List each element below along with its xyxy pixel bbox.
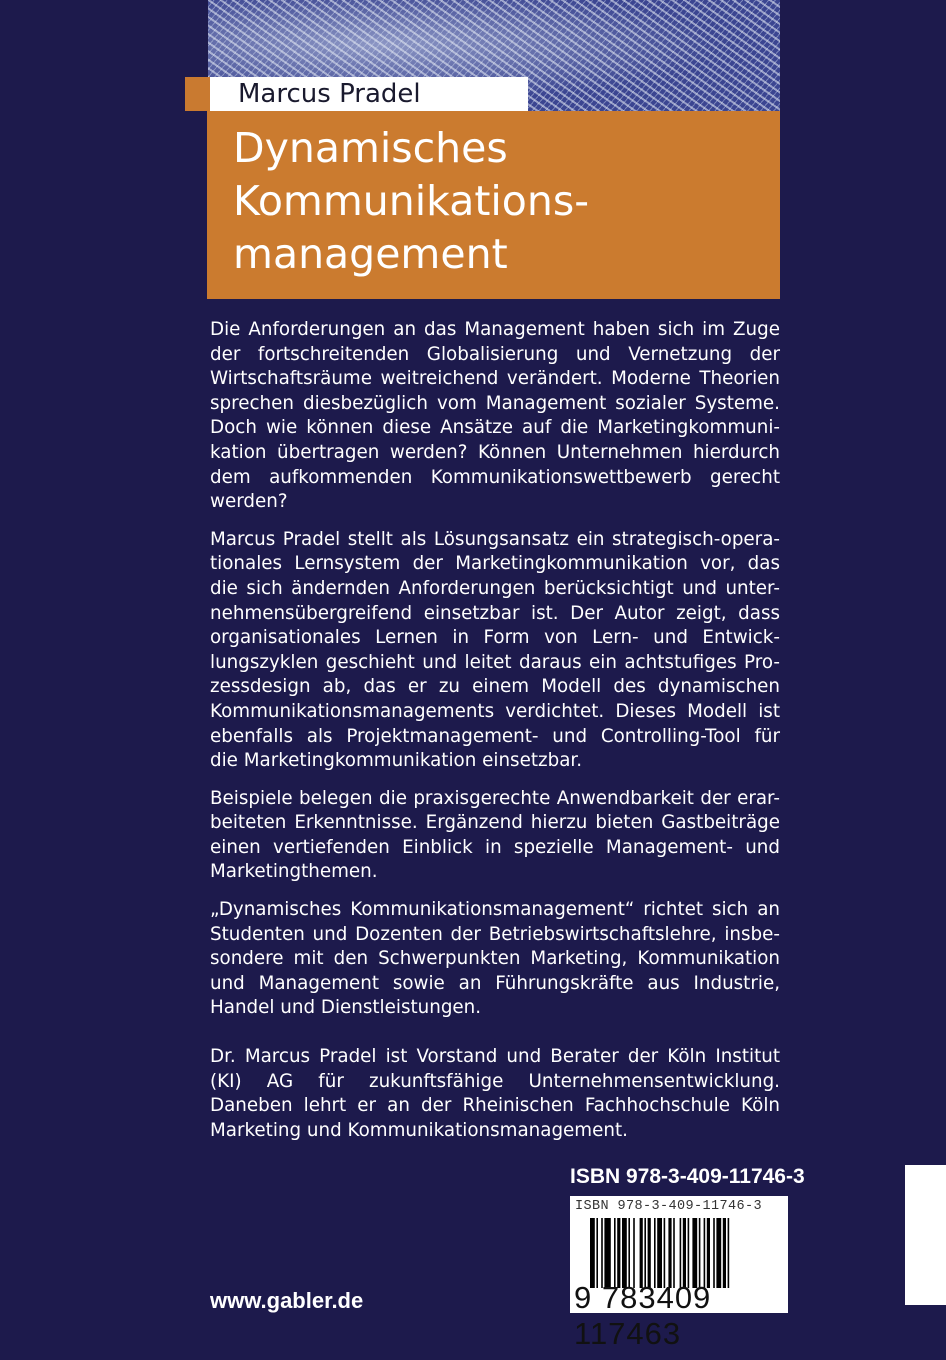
barcode-bar [654, 1218, 656, 1288]
text-line: ebenfalls als Projektmanagement- und Controlling-Tool für [210, 725, 780, 747]
barcode-bar [614, 1218, 616, 1288]
paragraph [210, 898, 780, 1021]
paragraph [210, 318, 780, 515]
barcode-bar [601, 1218, 603, 1288]
barcode-isbn-text: ISBN 978-3-409-11746-3 [575, 1199, 763, 1214]
text-line: zessdesign ab, das er zu einem Modell des dynamischen [210, 676, 780, 698]
text-line: (KI) AG für zukunftsfähige Unternehmensentwicklung. [210, 1070, 780, 1092]
text-line: dem aufkommenden Kommunikationswettbewerb gerecht [210, 466, 780, 488]
barcode-bar [683, 1218, 686, 1288]
text-line: werden? [210, 491, 288, 513]
text-line: „Dynamisches Kommunikationsmanagement“ richtet sich an [210, 899, 780, 921]
text-line: Marketingthemen. [210, 861, 378, 883]
barcode-bar [640, 1218, 643, 1288]
text-line: Daneben lehrt er an der Rheinischen Fachhochschule Köln [210, 1095, 780, 1117]
barcode-bar [604, 1218, 610, 1288]
barcode-bar [596, 1218, 598, 1288]
text-line: Marcus Pradel stellt als Lösungsansatz ein strategisch-opera- [210, 528, 780, 550]
barcode [570, 1196, 788, 1351]
barcode-bar [673, 1218, 675, 1288]
barcode-bar [668, 1218, 671, 1288]
barcode-bars [590, 1218, 785, 1288]
text-line: sprechen diesbezüglich vom Management sozialer Systeme. [210, 392, 780, 414]
text-line: nehmensübergreifend einsetzbar ist. Der Autor zeigt, dass [210, 602, 780, 624]
text-line: Marketing und Kommunikationsmanagement. [210, 1119, 628, 1141]
text-line: sondere mit den Schwerpunkten Marketing, Kommunikation [210, 948, 780, 970]
barcode-bar [728, 1218, 730, 1288]
text-line: Wirtschaftsräume weitreichend verändert. Moderne Theorien [210, 368, 780, 390]
barcode-bar [692, 1218, 697, 1288]
text-line: Studenten und Dozenten der Betriebswirtschaftslehre, insbe- [210, 923, 780, 945]
barcode-bar [657, 1218, 662, 1288]
text-line: die Marketingkommunikation einsetzbar. [210, 750, 583, 772]
text-line: Doch wie können diese Ansätze auf die Marketingkommuni- [210, 417, 780, 439]
blurb-text [210, 318, 780, 1156]
author-name: Marcus Pradel [238, 79, 421, 109]
text-line: der fortschreitenden Globalisierung und Vernetzung der [210, 343, 780, 365]
book-title [233, 122, 589, 281]
text-line: Dr. Marcus Pradel ist Vorstand und Berater der Köln Institut [210, 1046, 780, 1068]
paragraph [210, 528, 780, 774]
text-line: Handel und Dienstleistungen. [210, 997, 482, 1019]
text-line: einen vertiefenden Einblick in spezielle Management- und [210, 836, 780, 858]
text-line: tionales Lernsystem der Marketingkommunikation vor, das [210, 553, 780, 575]
barcode-bar [590, 1218, 595, 1288]
barcode-bar [713, 1218, 715, 1288]
barcode-bar [699, 1218, 701, 1288]
paragraph [210, 787, 780, 885]
price-sticker-area [905, 1165, 946, 1305]
text-line: lungszyklen geschieht und leitet daraus ein achtstufiges Pro- [210, 651, 780, 673]
title-line: Dynamisches [233, 124, 508, 172]
barcode-bar [688, 1218, 690, 1288]
barcode-bar [664, 1218, 666, 1288]
barcode-bar [704, 1218, 706, 1288]
author-accent-tab [185, 77, 210, 111]
barcode-bar [617, 1218, 620, 1288]
isbn-label: ISBN 978-3-409-11746-3 [570, 1165, 805, 1188]
paragraph [210, 1045, 780, 1143]
text-line: kation übertragen werden? Können Unternehmen hierdurch [210, 441, 780, 463]
barcode-bar [644, 1218, 646, 1288]
text-line: Kommunikationsmanagements verdichtet. Dieses Modell ist [210, 700, 780, 722]
barcode-digits: 9 783409 117463 [574, 1280, 712, 1351]
text-line: die sich ändernden Anforderungen berücksichtigt und unter- [210, 577, 780, 599]
title-line: Kommunikations- [233, 177, 590, 225]
barcode-bar [648, 1218, 651, 1288]
barcode-bar [716, 1218, 721, 1288]
barcode-bar [633, 1218, 635, 1288]
title-line: management [233, 230, 508, 278]
text-line: und Management sowie an Führungskräfte aus Industrie, [210, 972, 780, 994]
barcode-bar [707, 1218, 710, 1288]
text-line: beiteten Erkenntnisse. Ergänzend hierzu bieten Gastbeiträge [210, 812, 780, 834]
text-line: Beispiele belegen die praxisgerechte Anwendbarkeit der erar- [210, 787, 780, 809]
barcode-bar [723, 1218, 726, 1288]
barcode-bar [622, 1218, 627, 1288]
text-line: organisationales Lernen in Form von Lern- und Entwick- [210, 627, 780, 649]
publisher-url[interactable]: www.gabler.de [210, 1288, 364, 1313]
barcode-bar [628, 1218, 630, 1288]
text-line: Die Anforderungen an das Management haben sich im Zuge [210, 319, 780, 340]
barcode-bar [680, 1218, 682, 1288]
